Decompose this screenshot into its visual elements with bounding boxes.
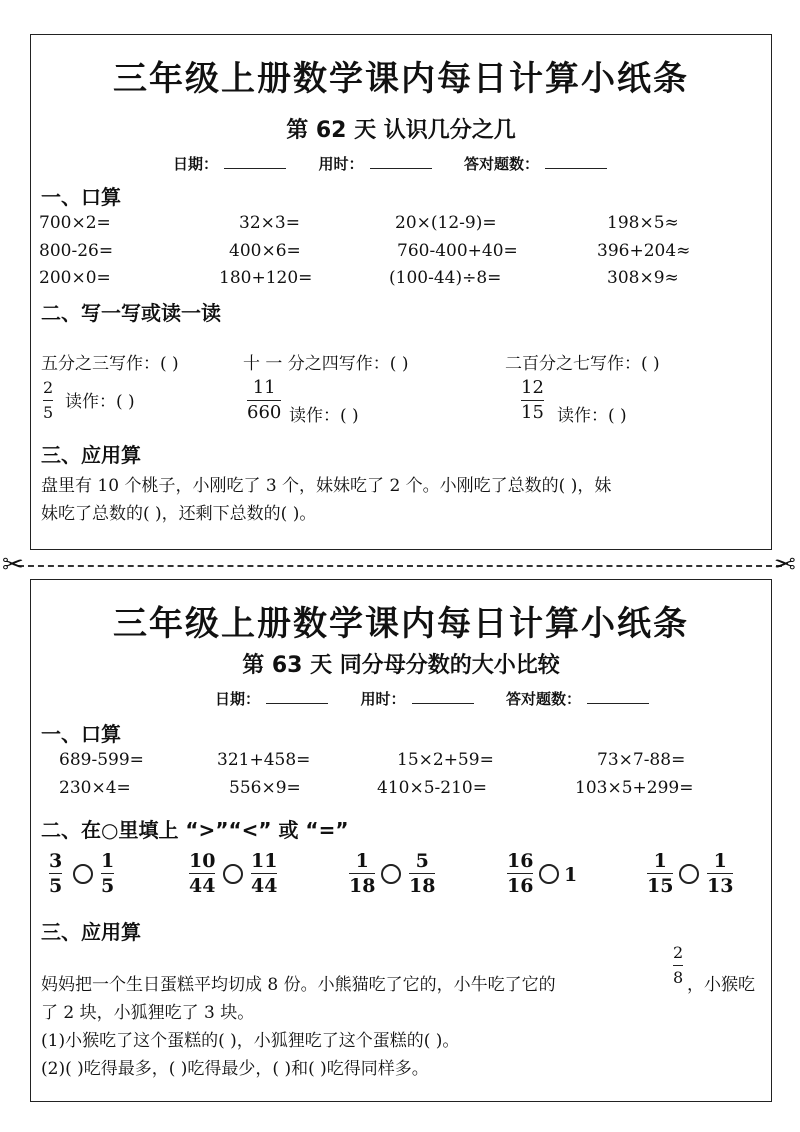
time-blank[interactable] — [412, 689, 474, 704]
fraction — [101, 850, 114, 897]
section-application-title: 三、应用算 — [41, 443, 141, 467]
oral-item: 700×2= — [39, 213, 111, 233]
fraction-denominator: 13 — [707, 875, 734, 897]
oral-item: 20×(12-9)= — [395, 213, 497, 233]
oral-item: 689-599= — [59, 750, 144, 770]
oral-item: 400×6= — [229, 241, 301, 261]
oral-item: 396+204≈ — [597, 241, 691, 261]
write-item: 十 一 分之四写作：( ) — [243, 354, 409, 374]
fraction-denominator: 5 — [101, 875, 115, 897]
oral-item: 15×2+59= — [397, 750, 494, 770]
card-title: 三年级上册数学课内每日计算小纸条 — [113, 604, 689, 644]
write-item: 五分之三写作：( ) — [41, 354, 179, 374]
oral-item: 556×9= — [229, 778, 301, 798]
correct-label: 答对题数： — [463, 155, 539, 173]
oral-item: 230×4= — [59, 778, 131, 798]
fraction-denominator: 15 — [647, 875, 674, 897]
compare-circle[interactable] — [539, 864, 559, 884]
fraction — [49, 850, 62, 897]
scissors-icon: ✂ — [2, 550, 24, 580]
fraction-denominator: 8 — [673, 968, 684, 987]
fraction-denominator: 5 — [49, 875, 63, 897]
fraction — [247, 377, 281, 424]
application-text: (1)小猴吃了这个蛋糕的( )，小狐狸吃了这个蛋糕的( )。 — [41, 1031, 460, 1051]
correct-blank[interactable] — [587, 689, 649, 704]
fraction-denominator: 660 — [247, 402, 282, 423]
fraction-numerator: 16 — [507, 850, 534, 872]
compare-number: 1 — [564, 864, 578, 886]
date-blank[interactable] — [266, 689, 328, 704]
fraction-denominator: 16 — [507, 875, 534, 897]
compare-circle[interactable] — [223, 864, 243, 884]
fraction-denominator: 18 — [409, 875, 436, 897]
correct-blank[interactable] — [545, 154, 607, 169]
oral-item: 321+458= — [217, 750, 311, 770]
fraction-numerator: 2 — [43, 378, 54, 397]
oral-item: 800-26= — [39, 241, 114, 261]
cut-line — [18, 565, 782, 567]
compare-circle[interactable] — [73, 864, 93, 884]
fraction-numerator: 1 — [355, 850, 369, 872]
oral-item: 308×9≈ — [607, 268, 679, 288]
fraction-numerator: 2 — [673, 943, 684, 962]
oral-item: 103×5+299= — [575, 778, 694, 798]
date-label: 日期： — [215, 690, 261, 708]
card-subtitle: 第 62 天 认识几分之几 — [286, 118, 516, 143]
fraction-numerator: 11 — [251, 850, 278, 872]
fraction-numerator: 3 — [49, 850, 63, 872]
fraction-numerator: 1 — [713, 850, 727, 872]
application-text: 盘里有 10 个桃子，小刚吃了 3 个，妹妹吃了 2 个。小刚吃了总数的( )，妹 — [41, 476, 612, 496]
fraction — [349, 850, 375, 897]
oral-item: 73×7-88= — [597, 750, 686, 770]
fraction — [507, 850, 533, 897]
card-subtitle: 第 63 天 同分母分数的大小比较 — [242, 653, 560, 678]
application-text: 了 2 块，小狐狸吃了 3 块。 — [41, 1003, 255, 1023]
read-item: 读作：( ) — [557, 406, 627, 426]
fraction-numerator: 11 — [252, 377, 276, 398]
card-title: 三年级上册数学课内每日计算小纸条 — [113, 59, 689, 99]
time-label: 用时： — [318, 155, 364, 173]
section-oral-title: 一、口算 — [41, 185, 121, 209]
fraction — [251, 850, 277, 897]
oral-item: 198×5≈ — [607, 213, 679, 233]
oral-item: 760-400+40= — [397, 241, 518, 261]
oral-item: 200×0= — [39, 268, 111, 288]
fraction-numerator: 5 — [415, 850, 429, 872]
fraction — [647, 850, 673, 897]
write-item: 二百分之七写作：( ) — [505, 354, 660, 374]
fraction-numerator: 1 — [101, 850, 115, 872]
date-label: 日期： — [173, 155, 219, 173]
fraction-denominator: 44 — [189, 875, 216, 897]
fraction-denominator: 5 — [43, 403, 54, 422]
fraction — [189, 850, 215, 897]
section-application-title: 三、应用算 — [41, 920, 141, 944]
read-item: 读作：( ) — [289, 406, 359, 426]
fraction-denominator: 15 — [521, 402, 544, 423]
fraction-denominator: 44 — [251, 875, 278, 897]
date-blank[interactable] — [224, 154, 286, 169]
oral-item: (100-44)÷8= — [389, 268, 502, 288]
correct-label: 答对题数： — [505, 690, 581, 708]
worksheet-card-day62 — [30, 34, 772, 550]
worksheet-card-day63 — [30, 579, 772, 1102]
compare-circle[interactable] — [679, 864, 699, 884]
application-text: 妈妈把一个生日蛋糕平均切成 8 份。小熊猫吃了它的，小牛吃了它的 — [41, 975, 556, 995]
application-text: (2)( )吃得最多，( )吃得最少，( )和( )吃得同样多。 — [41, 1059, 429, 1079]
fraction — [673, 942, 683, 989]
read-item: 读作：( ) — [65, 392, 135, 412]
time-label: 用时： — [360, 690, 406, 708]
fraction — [521, 377, 544, 424]
meta-row — [215, 688, 649, 709]
fraction-numerator: 10 — [189, 850, 216, 872]
fraction-denominator: 18 — [349, 875, 376, 897]
oral-item: 180+120= — [219, 268, 313, 288]
application-text: ，小猴吃 — [687, 975, 755, 995]
fraction-numerator: 1 — [653, 850, 667, 872]
compare-circle[interactable] — [381, 864, 401, 884]
fraction — [409, 850, 435, 897]
oral-item: 32×3= — [239, 213, 300, 233]
fraction-numerator: 12 — [521, 377, 544, 398]
meta-row — [173, 153, 607, 174]
section-oral-title: 一、口算 — [41, 722, 121, 746]
section-compare-title: 二、在○里填上 “>”“<” 或 “=” — [41, 818, 349, 842]
application-text: 妹吃了总数的( )，还剩下总数的( )。 — [41, 504, 317, 524]
oral-item: 410×5-210= — [377, 778, 487, 798]
fraction — [43, 377, 53, 424]
section-write-read-title: 二、写一写或读一读 — [41, 301, 221, 325]
time-blank[interactable] — [370, 154, 432, 169]
scissors-icon: ✂ — [774, 550, 796, 580]
fraction — [707, 850, 733, 897]
